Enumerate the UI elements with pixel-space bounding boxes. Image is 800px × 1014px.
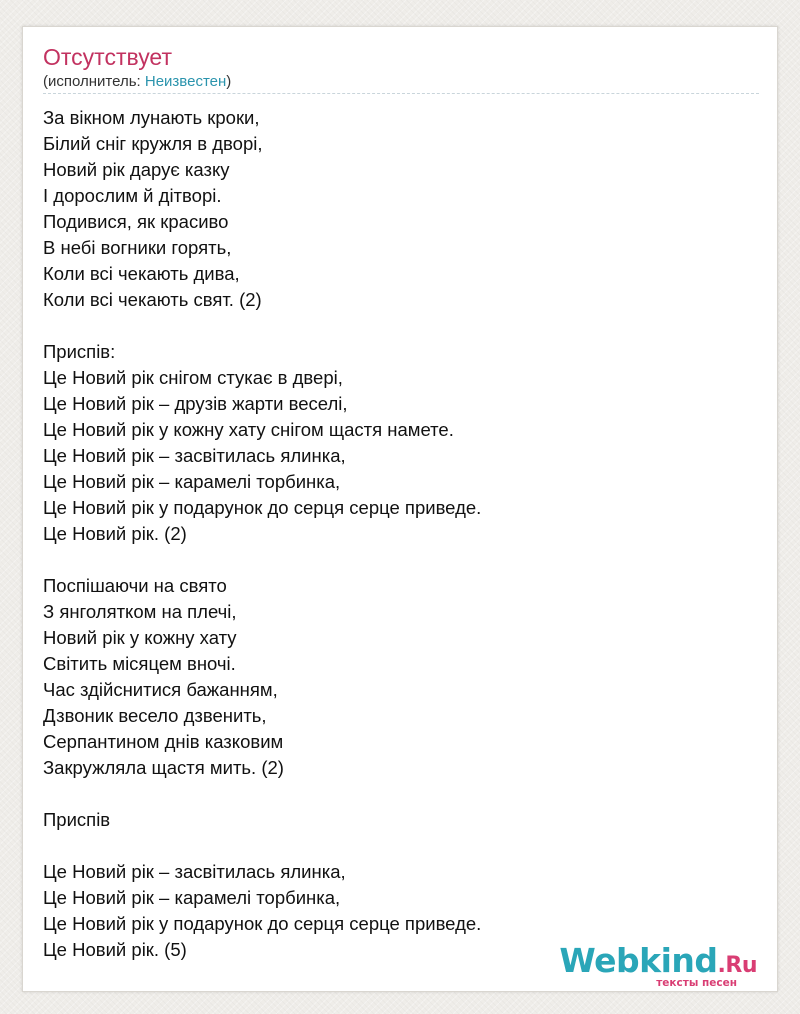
webkind-logo[interactable]	[559, 943, 757, 989]
lyrics-card	[22, 26, 778, 992]
lyrics-text	[43, 105, 759, 963]
lyric-line: В небі вогники горять,	[43, 237, 232, 258]
artist-link[interactable]: Неизвестен	[144, 73, 227, 90]
lyric-line: Це Новий рік. (2)	[43, 523, 187, 544]
lyric-line: Коли всі чекають дива,	[43, 263, 240, 284]
lyric-line: Новий рік у кожну хату	[43, 627, 237, 648]
lyric-line: Коли всі чекають свят. (2)	[43, 289, 262, 310]
stanza-gap	[43, 833, 759, 859]
stanza-gap	[43, 313, 759, 339]
logo-word: Webkind	[559, 941, 718, 980]
stanza-gap	[43, 781, 759, 807]
lyric-line: Це Новий рік у подарунок до серця серце приведе.	[43, 913, 482, 934]
lyric-line: Час здійснитися бажанням,	[43, 679, 278, 700]
lyric-line: Це Новий рік снігом стукає в двері,	[43, 367, 343, 388]
lyric-line: Це Новий рік. (5)	[43, 939, 187, 960]
lyric-line: Світить місяцем вночі.	[43, 653, 236, 674]
lyric-line: Серпантином днів казковим	[43, 731, 284, 752]
lyric-line: За вікном лунають кроки,	[43, 107, 260, 128]
lyric-line: Це Новий рік – засвітилась ялинка,	[43, 861, 346, 882]
song-header	[43, 43, 759, 94]
artist-prefix: (исполнитель:	[43, 73, 145, 90]
lyric-line: Приспів:	[43, 341, 116, 362]
lyric-line: Це Новий рік – карамелі торбинка,	[43, 887, 341, 908]
artist-line	[43, 73, 231, 91]
lyric-line: Це Новий рік у кожну хату снігом щастя намете.	[43, 419, 454, 440]
lyric-line: З янголятком на плечі,	[43, 601, 237, 622]
lyric-line: Це Новий рік – карамелі торбинка,	[43, 471, 341, 492]
lyric-line: Це Новий рік – засвітилась ялинка,	[43, 445, 346, 466]
lyric-line: Поспішаючи на свято	[43, 575, 227, 596]
lyric-line: Приспів	[43, 809, 111, 830]
lyric-line: Це Новий рік у подарунок до серця серце приведе.	[43, 497, 482, 518]
lyric-line: Білий сніг кружля в дворі,	[43, 133, 263, 154]
song-title: Отсутствует	[43, 44, 172, 70]
lyric-line: І дорослим й дітворі.	[43, 185, 222, 206]
stanza-gap	[43, 547, 759, 573]
logo-domain: .Ru	[717, 953, 757, 978]
lyric-line: Дзвоник весело дзвенить,	[43, 705, 267, 726]
lyric-line: Закружляла щастя мить. (2)	[43, 757, 284, 778]
lyric-line: Подивися, як красиво	[43, 211, 229, 232]
lyric-line: Новий рік дарує казку	[43, 159, 230, 180]
logo-tagline: тексты песен	[656, 977, 737, 989]
lyric-line: Це Новий рік – друзів жарти веселі,	[43, 393, 348, 414]
artist-suffix: )	[226, 73, 232, 90]
